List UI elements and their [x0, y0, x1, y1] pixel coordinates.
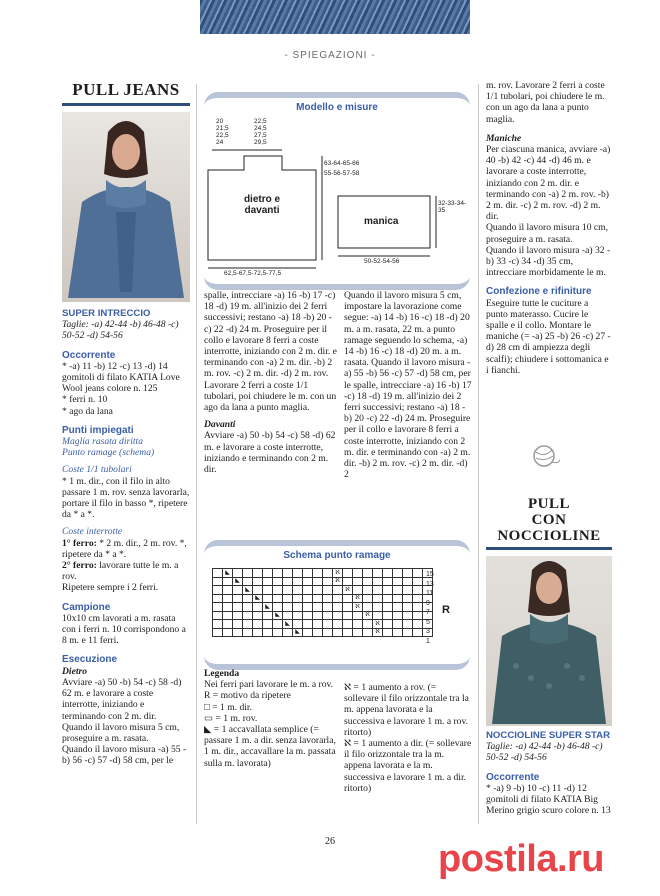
page-number: 26 — [325, 836, 335, 847]
row-number: 3 — [426, 628, 430, 635]
materials-heading: Occorrente — [62, 349, 116, 361]
measure-label: 20 — [216, 118, 224, 125]
legend-heading: Legenda — [204, 668, 240, 679]
section-header: - SPIEGAZIONI - — [284, 50, 376, 61]
row1-text: * 2 m. dir., 2 m. rov. *, ripetere da * a *. — [62, 537, 187, 560]
title-rule — [486, 547, 612, 550]
stitches-heading: Punti impiegati — [62, 424, 134, 436]
legend-item: ℵ = 1 aumento a rov. (= sollevare il filo orizzontale tra la m. appena lavorata e la successiva e lavorare 1 m. a rov. ritorto) — [344, 682, 469, 738]
measure-label: 29,5 — [254, 139, 267, 146]
materials-line: * -a) 11 -b) 12 -c) 13 -d) 14 gomitoli di filato KATIA Love Wool jeans colore n. 125 — [62, 360, 180, 395]
stitch-grid: ◣ ℵ ◣ ℵ ◣ ℵ ◣ ℵ ◣ ℵ ◣ ℵ ◣ ℵ ◣ ℵ — [212, 568, 433, 637]
stitch-item: Maglia rasata diritta — [62, 436, 144, 448]
sizes: Taglie: -a) 42-44 -b) 46-48 -c) 50-52 -d) 54-56 — [62, 319, 179, 342]
title-rule — [62, 103, 190, 106]
row-number: 1 — [426, 637, 430, 645]
row2-text: lavorare tutte le m. a rov. — [62, 560, 179, 583]
rib-heading: Coste 1/1 tubolari — [62, 464, 132, 476]
measure-label: 63-64-65-66 — [324, 160, 360, 167]
legend-item: ℵ = 1 aumento a dir. (= sollevare il filo orizzontale tra la m. appena lavorata e la m. successiva e lavorare 1 m. a dir. ritorto) — [344, 738, 472, 794]
model-photo — [486, 556, 612, 726]
model-photo — [62, 112, 190, 302]
measure-label: 55-56-57-58 — [324, 170, 360, 177]
row-number: 15 — [426, 571, 434, 578]
second-pattern — [486, 496, 612, 816]
front-text: Avviare -a) 50 -b) 54 -c) 58 -d) 62 m. e lavorare a coste interrotte, iniziando e terminando con 2 m. dir. — [204, 430, 336, 476]
back-text: Quando il lavoro misura -a) 55 -b) 56 -c) 57 -d) 58 cm, per le — [62, 744, 187, 767]
measurements-box — [204, 92, 470, 290]
left-column — [62, 80, 190, 767]
materials-line: * ferri n. 10 — [62, 394, 108, 406]
materials-heading: Occorrente — [486, 771, 540, 783]
pattern-title: PULL JEANS — [72, 80, 180, 99]
execution-heading: Esecuzione — [62, 654, 118, 666]
sizes: Taglie: -a) 42-44 -b) 46-48 -c) 50-52 -d) 54-56 — [486, 741, 603, 764]
body-piece-label: dietro e davanti — [243, 194, 281, 216]
measure-label: 22,5 — [216, 132, 229, 139]
row-number: 9 — [426, 599, 430, 607]
row1-label: 1° ferro: — [62, 537, 97, 549]
back-text: Quando il lavoro misura 5 cm, proseguire a m. rasata. — [62, 721, 180, 744]
finishing-text: Eseguire tutte le cuciture a punto materasso. Cucire le spalle e il collo. Montare le maniche (= -a) 25 -b) 26 -c) 27 -d) 28 cm di ampiezza degli scalfi); chiudere i sottomanica e i fianchi. — [486, 297, 611, 376]
site-watermark: postila.ru — [438, 838, 605, 880]
body-text: m. rov. Lavorare 2 ferri a coste 1/1 tubolari, poi chiudere le m. con un ago da lana a punto maglia. — [486, 80, 605, 125]
measure-label: 50-52-54-56 — [364, 258, 400, 265]
measure-label: 24 — [216, 139, 224, 146]
sleeves-text: Per ciascuna manica, avviare -a) 40 -b) 42 -c) 44 -d) 46 m. e lavorare a coste interrotte, iniziando con 2 m. dir. e terminando con -a) 2 m. rov. -b) 2 m. dir. -c) 2 m. rov. -d) 2 m. dir. — [486, 144, 611, 223]
measure-label: 62,5-67,5-72,5-77,5 — [224, 270, 282, 277]
yarn-texture-banner — [200, 0, 470, 34]
gauge-heading: Campione — [62, 601, 111, 613]
legend-left — [204, 668, 336, 769]
stitch-item: Punto ramage (schema) — [62, 447, 155, 459]
front-heading: Davanti — [204, 419, 236, 431]
right-column — [486, 80, 612, 376]
materials-line: * -a) 9 -b) 10 -c) 11 -d) 12 gomitoli di filato KATIA Big Merino grigio scuro colore n. 13 — [486, 782, 611, 817]
body-text: spalle, intrecciare -a) 16 -b) 17 -c) 18 -d) 19 m. all'inizio dei 2 ferri successivi; restano -a) 18 -b) 20 -c) 22 -d) 24 m. Proseguire per il collo e lavorare 8 ferri a coste interrotte, iniziando con 2 m. dir. e terminando con -a) 2 m. dir. -b) 2 m. rov. -c) 2 m. dir. -d) 2 m. rov. Lavorare 2 ferri a coste 1/1 tubolari, poi chiudere le m. con un ago da lana a punto maglia. — [204, 290, 337, 414]
measurements-title: Modello e misure — [296, 102, 378, 113]
rib-text: * 1 m. dir., con il filo in alto passare 1 m. rov. senza lavorarla, portare il filo in basso *, ripetere da * a *. — [62, 475, 190, 521]
sleeves-text: Quando il lavoro misura 10 cm, proseguire a m. rasata. — [486, 222, 609, 245]
row2-label: 2° ferro: — [62, 560, 97, 572]
measure-label: 22,5 — [254, 118, 267, 125]
yarn-name: NOCCIOLINE SUPER STAR — [486, 730, 611, 741]
legend-item: ◣ = 1 accavallata semplice (= passare 1 m. a dir. senza lavorarla, 1 m. dir., accavallare la m. passata sulla m. lavorata) — [204, 724, 336, 769]
sleeves-text: Quando il lavoro misura -a) 32 -b) 33 -c) 34 -d) 35 cm, intrecciare morbidamente le m. — [486, 244, 611, 279]
measure-label: 21,5 — [216, 125, 229, 132]
column-divider — [196, 84, 197, 824]
finishing-heading: Confezione e rifiniture — [486, 286, 592, 298]
legend-item: ▭ = 1 m. rov. — [204, 712, 258, 724]
legend-item: □ = 1 m. dir. — [204, 701, 252, 713]
sleeve-piece-label: manica — [364, 216, 399, 227]
pattern-title: PULL — [527, 496, 570, 512]
middle-column-b — [344, 290, 472, 480]
schematic-diagram — [204, 98, 470, 284]
column-divider — [478, 84, 479, 824]
sleeves-heading: Maniche — [486, 132, 522, 144]
measure-label: 24,5 — [254, 125, 267, 132]
gauge-text: 10x10 cm lavorati a m. rasata con i ferri n. 10 corrispondono a 8 m. e 11 ferri. — [62, 612, 186, 647]
body-text: Quando il lavoro misura 5 cm, impostare la lavorazione come segue: -a) 14 -b) 16 -c) 18 -d) 20 m. a m. rasata, 22 m. a punto ramage seguendo lo schema, -a) 14 -b) 16 -c) 18 -d) 20 m. a m. rasata. Quando il lavoro misura -a) 55 -b) 56 -c) 57 -d) 58 cm, per le spalle, intrecciare -a) 16 -b) 17 -c) 18 -d) 19 m. all'inizio dei 2 ferri successivi; restano -a) 18 -b) 20 -c) 22 -d) 24 m. Proseguire per il collo e lavorare 8 ferri a coste interrotte, iniziando con 2 m. dir. e terminando con -a) 2 m. dir. -b) 2 m. rov. -c) 2 m. dir. -d) 2 — [344, 290, 472, 481]
repeat-marker: R — [442, 604, 450, 616]
back-text: Avviare -a) 50 -b) 54 -c) 58 -d) 62 m. e lavorare a coste interrotte, iniziando e terminando con 2 m. dir. — [62, 676, 182, 722]
yarn-ball-icon — [530, 440, 560, 470]
broken-rib-heading: Coste interrotte — [62, 526, 123, 538]
pattern-title: CON NOCCIOLINE — [497, 512, 601, 544]
row-number: 7 — [426, 609, 430, 616]
row-number: 13 — [426, 580, 434, 588]
middle-column-a — [204, 290, 338, 475]
repeat-text: Ripetere sempre i 2 ferri. — [62, 582, 159, 594]
measure-label: 27,5 — [254, 132, 267, 139]
row-number: 11 — [426, 590, 434, 597]
row-numbers — [426, 570, 434, 646]
materials-line: * ago da lana — [62, 405, 113, 417]
legend-item: R = motivo da ripetere — [204, 690, 291, 702]
chart-title: Schema punto ramage — [283, 550, 391, 561]
measure-label: 32-33-34-35 — [438, 200, 467, 214]
legend-right — [344, 682, 472, 794]
chart-box — [204, 540, 470, 670]
row-number: 5 — [426, 618, 430, 626]
back-heading: Dietro — [62, 665, 88, 677]
legend-item: Nei ferri pari lavorare le m. a rov. — [204, 679, 334, 691]
yarn-name: SUPER INTRECCIO — [62, 308, 151, 319]
